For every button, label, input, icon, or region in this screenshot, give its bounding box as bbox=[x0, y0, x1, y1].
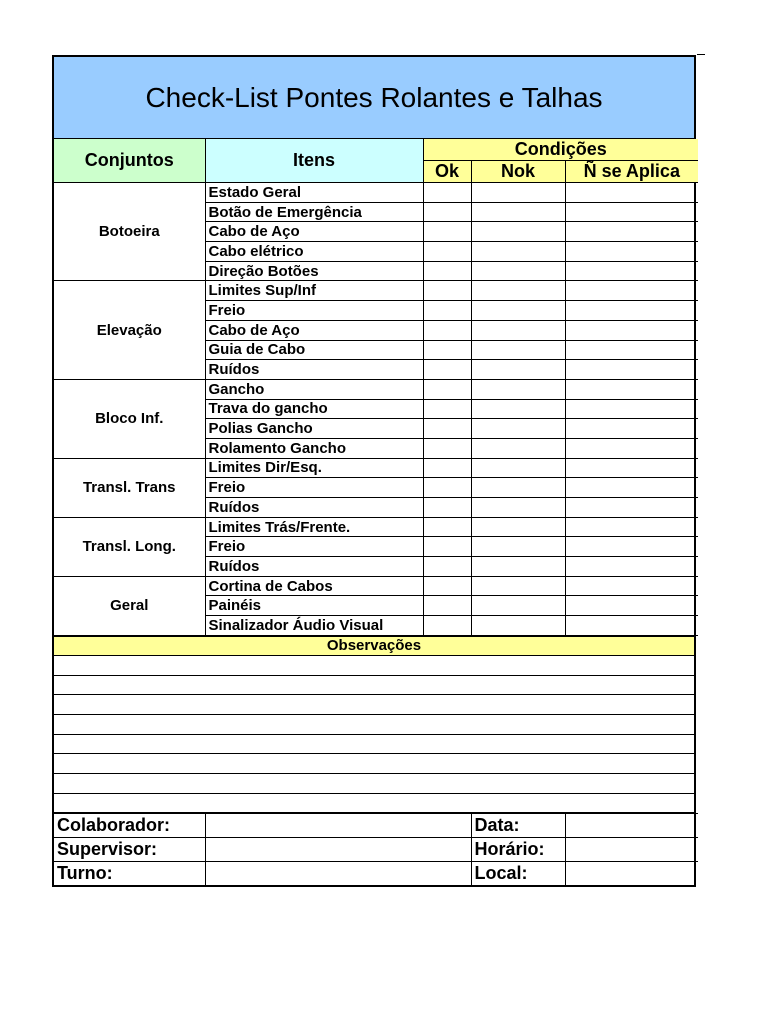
item-label: Freio bbox=[205, 301, 423, 321]
nao-aplica-cell[interactable] bbox=[565, 498, 698, 518]
item-label: Limites Trás/Frente. bbox=[205, 517, 423, 537]
label-supervisor: Supervisor: bbox=[54, 838, 205, 862]
nao-aplica-cell[interactable] bbox=[565, 183, 698, 203]
checklist-row bbox=[54, 458, 698, 478]
ok-cell[interactable] bbox=[423, 478, 471, 498]
ok-cell[interactable] bbox=[423, 498, 471, 518]
nao-aplica-cell[interactable] bbox=[565, 301, 698, 321]
item-label: Guia de Cabo bbox=[205, 340, 423, 360]
nok-cell[interactable] bbox=[471, 419, 565, 439]
nao-aplica-cell[interactable] bbox=[565, 537, 698, 557]
ok-cell[interactable] bbox=[423, 458, 471, 478]
item-label: Cabo de Aço bbox=[205, 320, 423, 340]
nok-cell[interactable] bbox=[471, 222, 565, 242]
nao-aplica-cell[interactable] bbox=[565, 596, 698, 616]
item-label: Freio bbox=[205, 537, 423, 557]
header-nok: Nok bbox=[471, 161, 565, 183]
signature-table bbox=[54, 813, 698, 885]
field-colaborador[interactable] bbox=[205, 814, 471, 838]
observation-line[interactable] bbox=[54, 675, 694, 695]
item-label: Rolamento Gancho bbox=[205, 438, 423, 458]
nok-cell[interactable] bbox=[471, 458, 565, 478]
field-horario[interactable] bbox=[565, 838, 698, 862]
group-label: Bloco Inf. bbox=[54, 379, 205, 458]
nok-cell[interactable] bbox=[471, 596, 565, 616]
nok-cell[interactable] bbox=[471, 478, 565, 498]
nao-aplica-cell[interactable] bbox=[565, 438, 698, 458]
item-label: Polias Gancho bbox=[205, 419, 423, 439]
ok-cell[interactable] bbox=[423, 360, 471, 380]
item-label: Cabo de Aço bbox=[205, 222, 423, 242]
ok-cell[interactable] bbox=[423, 616, 471, 636]
ok-cell[interactable] bbox=[423, 320, 471, 340]
header-ok: Ok bbox=[423, 161, 471, 183]
nok-cell[interactable] bbox=[471, 242, 565, 262]
item-label: Botão de Emergência bbox=[205, 202, 423, 222]
observation-line[interactable] bbox=[54, 793, 694, 813]
checklist-row bbox=[54, 183, 698, 203]
ok-cell[interactable] bbox=[423, 438, 471, 458]
nao-aplica-cell[interactable] bbox=[565, 419, 698, 439]
nao-aplica-cell[interactable] bbox=[565, 360, 698, 380]
item-label: Freio bbox=[205, 478, 423, 498]
ok-cell[interactable] bbox=[423, 596, 471, 616]
ok-cell[interactable] bbox=[423, 242, 471, 262]
nok-cell[interactable] bbox=[471, 438, 565, 458]
ok-cell[interactable] bbox=[423, 537, 471, 557]
nok-cell[interactable] bbox=[471, 379, 565, 399]
group-label: Geral bbox=[54, 576, 205, 635]
ok-cell[interactable] bbox=[423, 222, 471, 242]
nao-aplica-cell[interactable] bbox=[565, 557, 698, 577]
nok-cell[interactable] bbox=[471, 616, 565, 636]
ok-cell[interactable] bbox=[423, 399, 471, 419]
header-condicoes: Condições bbox=[423, 139, 698, 161]
ok-cell[interactable] bbox=[423, 301, 471, 321]
field-supervisor[interactable] bbox=[205, 838, 471, 862]
group-label: Transl. Long. bbox=[54, 517, 205, 576]
ok-cell[interactable] bbox=[423, 202, 471, 222]
item-label: Cortina de Cabos bbox=[205, 576, 423, 596]
label-turno: Turno: bbox=[54, 862, 205, 886]
item-label: Cabo elétrico bbox=[205, 242, 423, 262]
nao-aplica-cell[interactable] bbox=[565, 242, 698, 262]
item-label: Sinalizador Áudio Visual bbox=[205, 616, 423, 636]
observations-table bbox=[54, 636, 694, 814]
label-colaborador: Colaborador: bbox=[54, 814, 205, 838]
nao-aplica-cell[interactable] bbox=[565, 478, 698, 498]
ok-cell[interactable] bbox=[423, 517, 471, 537]
corner-mark bbox=[697, 54, 705, 55]
nok-cell[interactable] bbox=[471, 537, 565, 557]
label-horario: Horário: bbox=[471, 838, 565, 862]
item-label: Ruídos bbox=[205, 498, 423, 518]
checklist-table bbox=[54, 139, 698, 636]
nao-aplica-cell[interactable] bbox=[565, 340, 698, 360]
page-title: Check-List Pontes Rolantes e Talhas bbox=[54, 57, 694, 139]
item-label: Trava do gancho bbox=[205, 399, 423, 419]
nok-cell[interactable] bbox=[471, 576, 565, 596]
nao-aplica-cell[interactable] bbox=[565, 320, 698, 340]
nao-aplica-cell[interactable] bbox=[565, 261, 698, 281]
nok-cell[interactable] bbox=[471, 202, 565, 222]
checklist-row bbox=[54, 379, 698, 399]
header-nao-aplica: Ñ se Aplica bbox=[565, 161, 698, 183]
nao-aplica-cell[interactable] bbox=[565, 281, 698, 301]
ok-cell[interactable] bbox=[423, 183, 471, 203]
item-label: Limites Dir/Esq. bbox=[205, 458, 423, 478]
nok-cell[interactable] bbox=[471, 340, 565, 360]
nok-cell[interactable] bbox=[471, 360, 565, 380]
observation-line[interactable] bbox=[54, 773, 694, 793]
checklist-row bbox=[54, 576, 698, 596]
nao-aplica-cell[interactable] bbox=[565, 576, 698, 596]
item-label: Ruídos bbox=[205, 360, 423, 380]
header-itens: Itens bbox=[205, 139, 423, 183]
nok-cell[interactable] bbox=[471, 517, 565, 537]
observation-line[interactable] bbox=[54, 734, 694, 754]
nok-cell[interactable] bbox=[471, 301, 565, 321]
nao-aplica-cell[interactable] bbox=[565, 379, 698, 399]
header-conjuntos: Conjuntos bbox=[54, 139, 205, 183]
ok-cell[interactable] bbox=[423, 261, 471, 281]
group-label: Botoeira bbox=[54, 183, 205, 281]
nao-aplica-cell[interactable] bbox=[565, 222, 698, 242]
observation-line[interactable] bbox=[54, 754, 694, 774]
group-label: Transl. Trans bbox=[54, 458, 205, 517]
item-label: Direção Botões bbox=[205, 261, 423, 281]
nok-cell[interactable] bbox=[471, 557, 565, 577]
nao-aplica-cell[interactable] bbox=[565, 616, 698, 636]
field-data[interactable] bbox=[565, 814, 698, 838]
nok-cell[interactable] bbox=[471, 261, 565, 281]
nok-cell[interactable] bbox=[471, 498, 565, 518]
ok-cell[interactable] bbox=[423, 557, 471, 577]
item-label: Painéis bbox=[205, 596, 423, 616]
field-local[interactable] bbox=[565, 862, 698, 886]
nok-cell[interactable] bbox=[471, 399, 565, 419]
ok-cell[interactable] bbox=[423, 340, 471, 360]
nok-cell[interactable] bbox=[471, 320, 565, 340]
nao-aplica-cell[interactable] bbox=[565, 517, 698, 537]
nao-aplica-cell[interactable] bbox=[565, 202, 698, 222]
group-label: Elevação bbox=[54, 281, 205, 379]
label-local: Local: bbox=[471, 862, 565, 886]
observation-line[interactable] bbox=[54, 655, 694, 675]
nao-aplica-cell[interactable] bbox=[565, 399, 698, 419]
nao-aplica-cell[interactable] bbox=[565, 458, 698, 478]
nok-cell[interactable] bbox=[471, 281, 565, 301]
checklist-sheet bbox=[52, 55, 696, 887]
ok-cell[interactable] bbox=[423, 379, 471, 399]
observation-line[interactable] bbox=[54, 714, 694, 734]
item-label: Estado Geral bbox=[205, 183, 423, 203]
field-turno[interactable] bbox=[205, 862, 471, 886]
checklist-row bbox=[54, 281, 698, 301]
observation-line[interactable] bbox=[54, 695, 694, 715]
observations-header: Observações bbox=[54, 636, 694, 655]
item-label: Gancho bbox=[205, 379, 423, 399]
nok-cell[interactable] bbox=[471, 183, 565, 203]
ok-cell[interactable] bbox=[423, 576, 471, 596]
item-label: Limites Sup/Inf bbox=[205, 281, 423, 301]
ok-cell[interactable] bbox=[423, 419, 471, 439]
label-data: Data: bbox=[471, 814, 565, 838]
item-label: Ruídos bbox=[205, 557, 423, 577]
checklist-row bbox=[54, 517, 698, 537]
ok-cell[interactable] bbox=[423, 281, 471, 301]
